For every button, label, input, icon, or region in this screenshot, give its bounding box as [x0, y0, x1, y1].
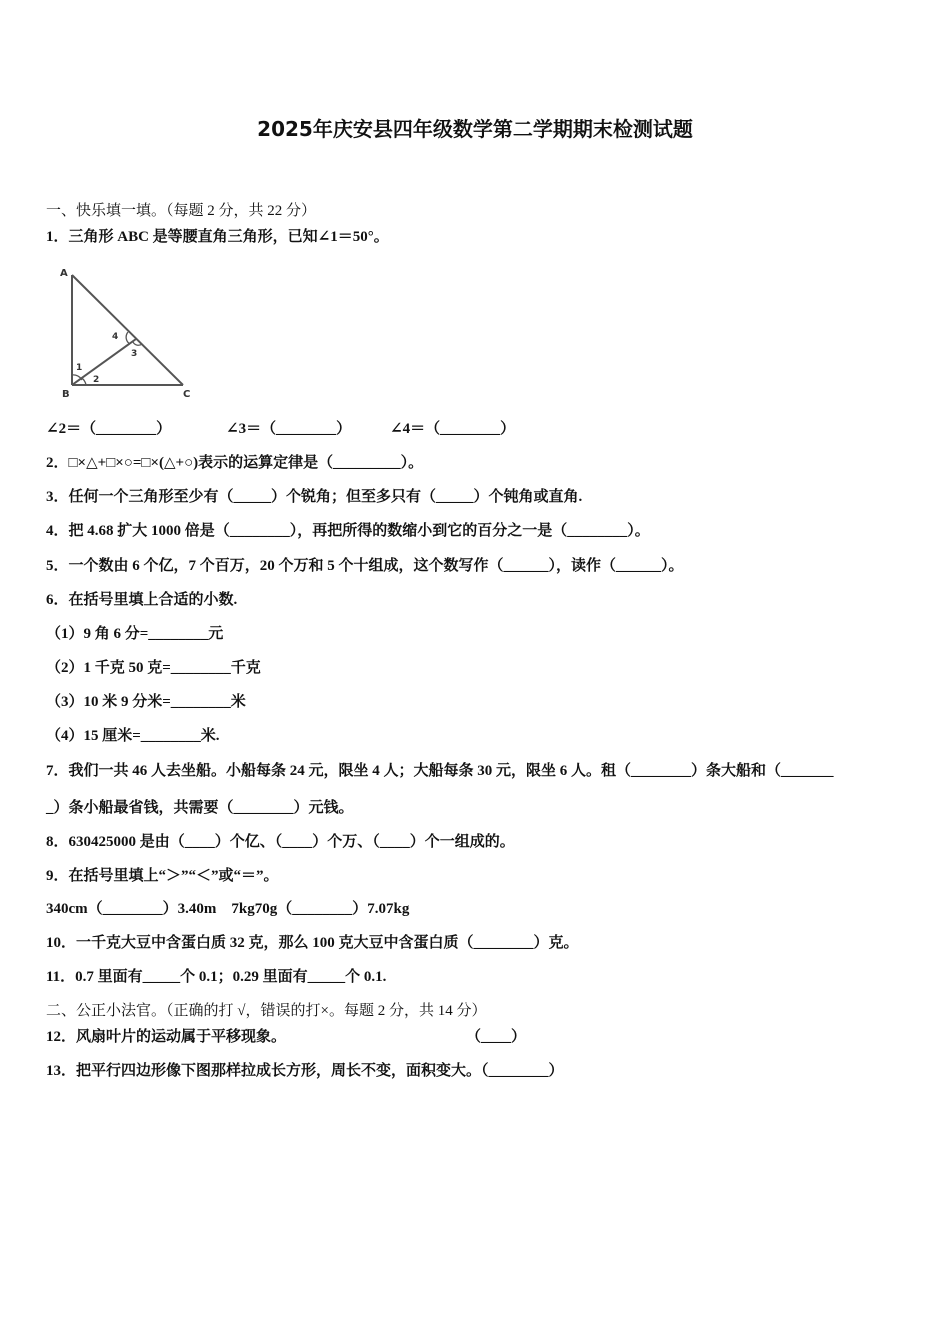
question-12-blank: （____） [466, 1029, 527, 1045]
page-title: 2025年庆安县四年级数学第二学期期末检测试题 [257, 117, 693, 141]
question-6-item: （4）15 厘米=________米. [46, 728, 220, 744]
question-10: 10．一千克大豆中含蛋白质 32 克，那么 100 克大豆中含蛋白质（________）克。 [46, 935, 579, 951]
question-11: 11．0.7 里面有_____个 0.1；0.29 里面有_____个 0.1. [46, 969, 387, 985]
question-6-item: （2）1 千克 50 克=________千克 [46, 660, 261, 676]
question-12: 12．风扇叶片的运动属于平移现象。 [46, 1029, 287, 1045]
question-6-item: （1）9 角 6 分=________元 [46, 626, 224, 642]
question-1: 1．三角形 ABC 是等腰直角三角形，已知∠1＝50°。 [46, 229, 389, 245]
question-9-items: 340cm（________）3.40m 7kg70g（________）7.07kg [46, 901, 410, 917]
label-a: A [60, 268, 68, 279]
question-6-item: （3）10 米 9 分米=________米 [46, 694, 246, 710]
label-4: 4 [112, 332, 119, 342]
question-5: 5．一个数由 6 个亿，7 个百万，20 个万和 5 个十组成，这个数写作（______），读作（______）。 [46, 558, 684, 574]
label-b: B [62, 389, 70, 400]
section-1-heading: 一、快乐填一填。（每题 2 分，共 22 分） [46, 203, 317, 219]
label-3: 3 [131, 349, 138, 359]
question-6: 6．在括号里填上合适的小数. [46, 592, 238, 608]
question-4: 4．把 4.68 扩大 1000 倍是（________），再把所得的数缩小到它的百分之一是（________）。 [46, 523, 650, 539]
angle-2-answer: ∠2＝（________） [46, 421, 172, 437]
angle-3-answer: ∠3＝（________） [226, 421, 352, 437]
question-9: 9．在括号里填上“＞”“＜”或“＝”。 [46, 868, 279, 884]
triangle-figure [50, 262, 200, 402]
question-7-line-2: _）条小船最省钱，共需要（________）元钱。 [46, 800, 354, 816]
question-7-line-1: 7．我们一共 46 人去坐船。小船每条 24 元，限坐 4 人；大船每条 30 元，限坐 6 人。租（________）条大船和（_______ [46, 763, 834, 779]
question-2: 2．□×△+□×○=□×(△+○)表示的运算定律是（_________）。 [46, 455, 424, 471]
label-2: 2 [93, 375, 100, 385]
section-2-heading: 二、公正小法官。（正确的打 √，错误的打×。每题 2 分，共 14 分） [46, 1003, 487, 1019]
question-3: 3．任何一个三角形至少有（_____）个锐角；但至多只有（_____）个钝角或直角. [46, 489, 583, 505]
question-8: 8．630425000 是由（____）个亿、（____）个万、（____）个一组成的。 [46, 834, 515, 850]
question-13: 13．把平行四边形像下图那样拉成长方形，周长不变，面积变大。（________） [46, 1063, 564, 1079]
angle-4-answer: ∠4＝（________） [390, 421, 516, 437]
label-1: 1 [76, 363, 83, 373]
label-c: C [183, 389, 191, 400]
